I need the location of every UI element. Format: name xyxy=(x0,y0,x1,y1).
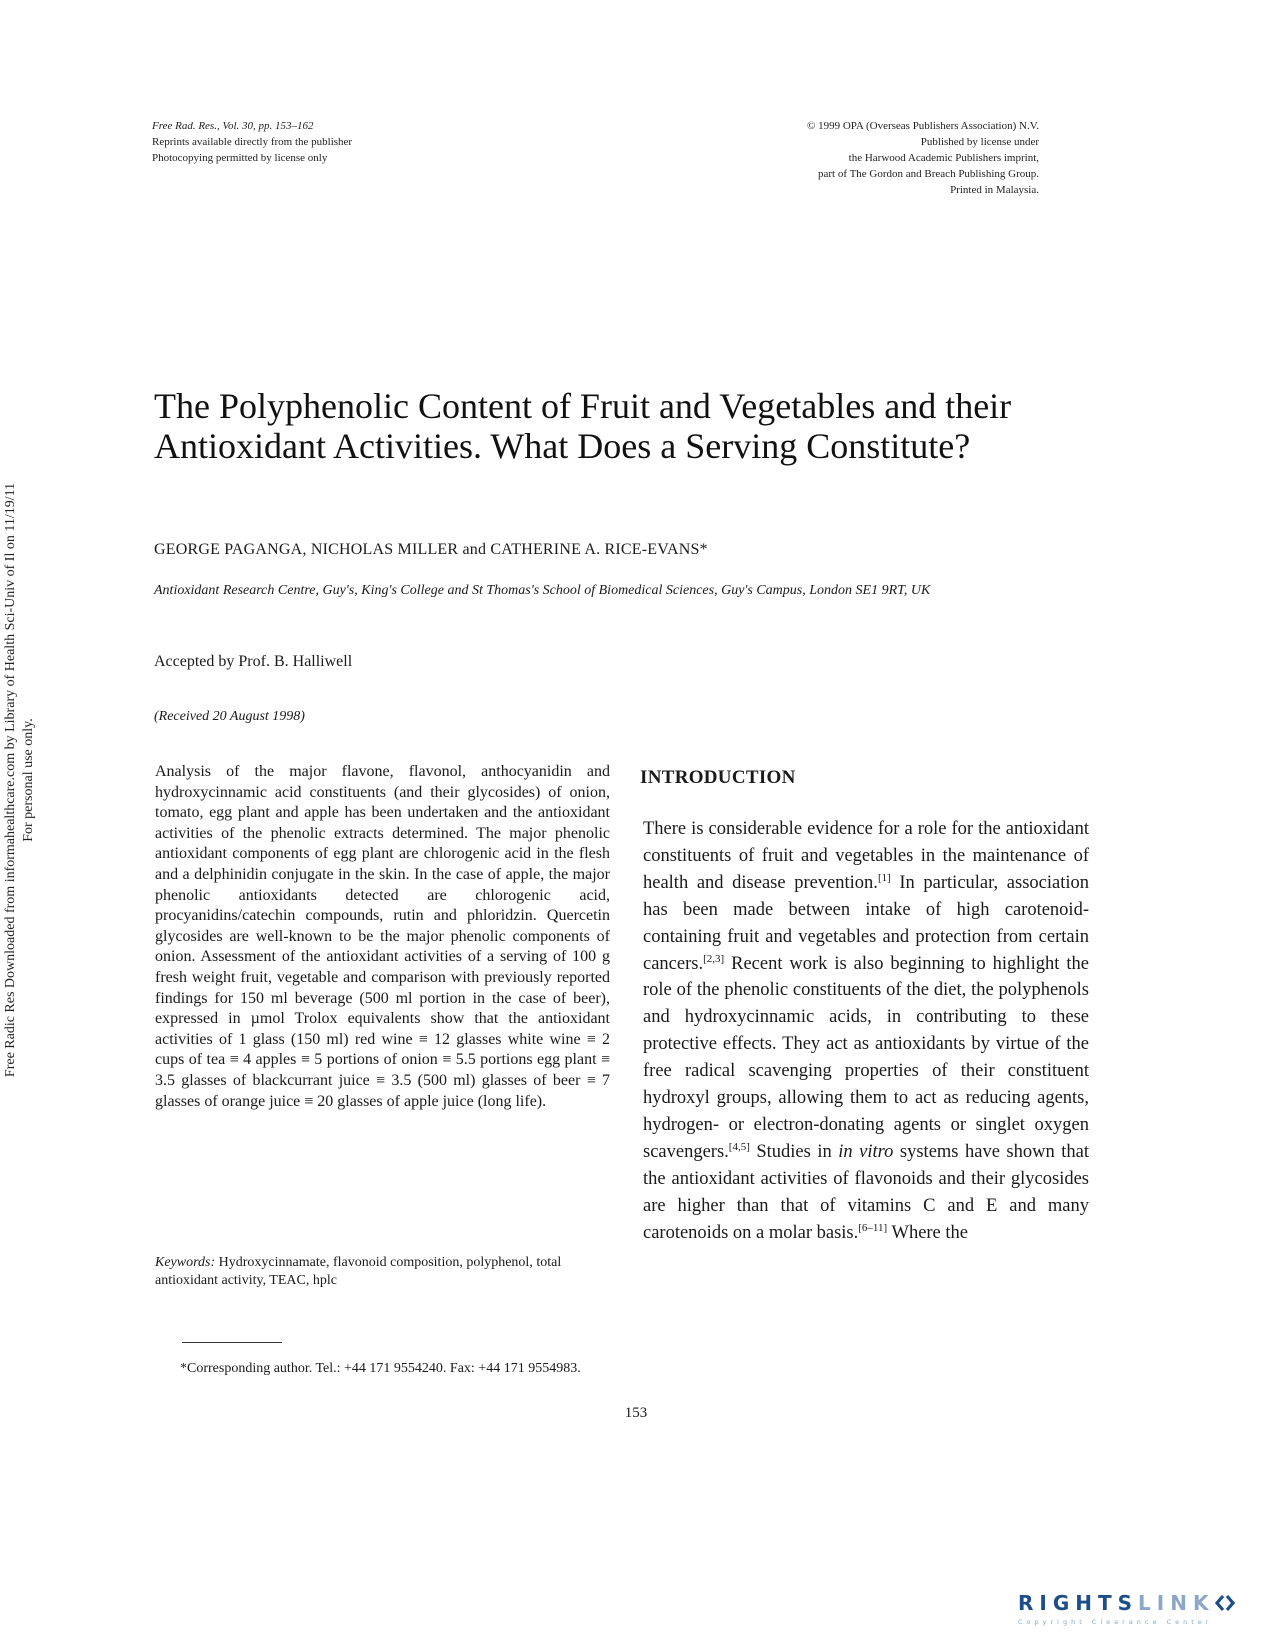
corresponding-author-footnote: *Corresponding author. Tel.: +44 171 9554240. Fax: +44 171 9554983. xyxy=(180,1361,581,1376)
intro-sentence-2: In particular, association has been made between intake of high carotenoid-containing fruit and vegetables and protection from certain cancers. xyxy=(643,872,1089,974)
citation-ref: [4,5] xyxy=(728,1140,750,1153)
author-affiliation: Antioxidant Research Centre, Guy's, King's College and St Thomas's School of Biomedical Sciences, Guy's Campus, London SE1 9RT, UK xyxy=(154,583,931,598)
accepted-by: Accepted by Prof. B. Halliwell xyxy=(154,653,353,670)
intro-sentence-6: Where the xyxy=(887,1222,968,1243)
footnote-divider xyxy=(182,1342,282,1343)
printed-line: Printed in Malaysia. xyxy=(950,184,1039,196)
page-number: 153 xyxy=(624,1405,648,1421)
intro-italic-term: in vitro xyxy=(838,1141,894,1162)
logo-link-text: LINK xyxy=(1138,1591,1215,1615)
copyright-block xyxy=(619,118,1039,198)
chevron-bracket-icon xyxy=(1214,1593,1236,1617)
group-line: part of The Gordon and Breach Publishing Group. xyxy=(818,168,1039,180)
abstract-text: Analysis of the major flavone, flavonol, anthocyanidin and hydroxycinnamic acid constituents (and their glycosides) of onion, tomato, egg plant and apple has been undertaken and the antioxidant activities of the phenolic extracts determined. The major phenolic antioxidant components of egg plant are chlorogenic acid in the flesh and a delphinidin conjugate in the skin. In the case of apple, the major phenolic antioxidants detected are chlorogenic acid, procyanidins/catechin compounds, rutin and phloridzin. Quercetin glycosides are well-known to be the major phenolic components of onion. Assessment of the antioxidant activities of a serving of 100 g fresh weight fruit, vegetable and comparison with previously reported findings for 150 ml beverage (500 ml portion in the case of beer), expressed in µmol Trolox equivalents show that the antioxidant activities of 1 glass (150 ml) red wine ≡ 12 glasses white wine ≡ 2 cups of tea ≡ 4 apples ≡ 5 portions of onion ≡ 5.5 portions egg plant ≡ 3.5 glasses of blackcurrant juice ≡ 3.5 (500 ml) glasses of beer ≡ 7 glasses of orange juice ≡ 20 glasses of apple juice (long life). xyxy=(155,763,610,1110)
logo-rights-text: RIGHTS xyxy=(1018,1591,1139,1615)
author-list: GEORGE PAGANGA, NICHOLAS MILLER and CATHERINE A. RICE-EVANS* xyxy=(154,541,708,558)
intro-sentence-1: There is considerable evidence for a role for the antioxidant constituents of fruit and vegetables in the maintenance of health and disease prevention. xyxy=(643,819,1089,893)
journal-citation-block xyxy=(152,118,552,166)
photocopy-note: Photocopying permitted by license only xyxy=(152,152,328,164)
download-watermark-line2: For personal use only. xyxy=(21,718,36,842)
citation-ref: [2,3] xyxy=(703,952,725,965)
citation-ref: [1] xyxy=(877,871,891,884)
keywords xyxy=(155,1254,610,1290)
introduction-heading: INTRODUCTION xyxy=(640,767,796,788)
imprint-line: the Harwood Academic Publishers imprint, xyxy=(848,152,1039,164)
received-date: (Received 20 August 1998) xyxy=(154,709,305,724)
article-title: The Polyphenolic Content of Fruit and Vegetables and their Antioxidant Activities. What Does a Serving Constitute? xyxy=(154,386,1012,466)
intro-sentence-4: Studies in xyxy=(749,1141,839,1162)
introduction-text xyxy=(643,816,1089,1247)
reprints-note: Reprints available directly from the publisher xyxy=(152,136,353,148)
intro-sentence-5: systems have shown that the antioxidant activities of flavonoids and their glycosides are higher than that of vitamins C and E and many carotenoids on a molar basis. xyxy=(643,1141,1089,1243)
intro-sentence-3: Recent work is also beginning to highlight the role of the phenolic constituents of the diet, the polyphenols and hydroxycinnamic acids, in contributing to these protective effects. They act as antioxidants by virtue of the free radical scavenging properties of their constituent hydroxyl groups, allowing them to act as reducing agents, hydrogen- or electron-donating agents or singlet oxygen scavengers. xyxy=(643,953,1089,1162)
copyright-line: © 1999 OPA (Overseas Publishers Association) N.V. xyxy=(806,120,1039,132)
journal-citation: Free Rad. Res., Vol. 30, pp. 153–162 xyxy=(152,120,314,132)
logo-tagline: Copyright Clearance Center xyxy=(1018,1617,1213,1626)
download-watermark-line1: Free Radic Res Downloaded from informahealthcare.com by Library of Health Sci-Univ of Il on 11/19/11 xyxy=(3,482,18,1078)
rightslink-wordmark xyxy=(1018,1592,1258,1617)
keywords-label: Keywords: xyxy=(155,1255,216,1270)
citation-ref: [6–11] xyxy=(858,1221,888,1234)
download-watermark xyxy=(0,400,60,1160)
license-line: Published by license under xyxy=(920,136,1039,148)
keywords-list: Hydroxycinnamate, flavonoid composition, polyphenol, total antioxidant activity, TEAC, hplc xyxy=(155,1255,562,1288)
rightslink-logo[interactable] xyxy=(1018,1592,1258,1632)
